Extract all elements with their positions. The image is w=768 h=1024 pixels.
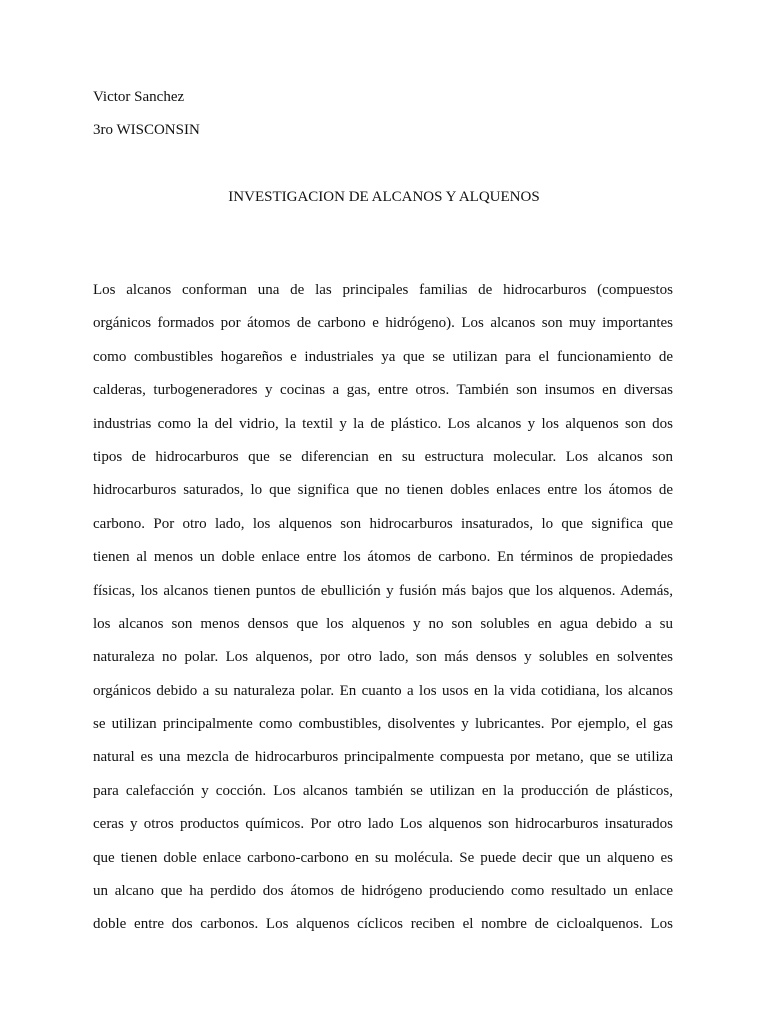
body-line: industrias como la del vidrio, la textil y la de plástico. Los alcanos y los alquenos son dos xyxy=(93,415,673,432)
body-paragraph xyxy=(93,274,673,942)
body-line: Los alcanos conforman una de las principales familias de hidrocarburos (compuestos xyxy=(93,282,673,298)
body-line: calderas, turbogeneradores y cocinas a gas, entre otros. También son insumos en diversas xyxy=(93,382,673,399)
body-line: hidrocarburos saturados, lo que significa que no tienen dobles enlaces entre los átomos de xyxy=(93,482,673,499)
body-line: orgánicos debido a su naturaleza polar. En cuanto a los usos en la vida cotidiana, los alcanos xyxy=(93,682,673,699)
document-title: INVESTIGACION DE ALCANOS Y ALQUENOS xyxy=(228,189,540,205)
body-line: se utilizan principalmente como combustibles, disolventes y lubricantes. Por ejemplo, el gas xyxy=(93,716,673,733)
body-line: como combustibles hogareños e industriales ya que se utilizan para el funcionamiento de xyxy=(93,348,673,365)
body-line: naturaleza no polar. Los alquenos, por otro lado, son más densos y solubles en solventes xyxy=(93,649,673,666)
body-line: doble entre dos carbonos. Los alquenos cíclicos reciben el nombre de cicloalquenos. Los xyxy=(93,916,673,933)
body-line: que tienen doble enlace carbono-carbono en su molécula. Se puede decir que un alqueno es xyxy=(93,849,673,866)
body-line: los alcanos son menos densos que los alquenos y no son solubles en agua debido a su xyxy=(93,615,673,632)
body-line: orgánicos formados por átomos de carbono e hidrógeno). Los alcanos son muy importantes xyxy=(93,315,673,332)
body-line: ceras y otros productos químicos. Por otro lado Los alquenos son hidrocarburos insaturados xyxy=(93,816,673,833)
author-name: Victor Sanchez xyxy=(93,89,185,105)
body-line: un alcano que ha perdido dos átomos de hidrógeno produciendo como resultado un enlace xyxy=(93,883,673,900)
body-line: físicas, los alcanos tienen puntos de ebullición y fusión más bajos que los alquenos. Además, xyxy=(93,582,673,599)
body-line: tienen al menos un doble enlace entre los átomos de carbono. En términos de propiedades xyxy=(93,549,673,566)
class-name: 3ro WISCONSIN xyxy=(93,122,200,138)
body-line: natural es una mezcla de hidrocarburos principalmente compuesta por metano, que se utiliza xyxy=(93,749,673,766)
body-line: carbono. Por otro lado, los alquenos son hidrocarburos insaturados, lo que significa que xyxy=(93,515,673,532)
body-line: para calefacción y cocción. Los alcanos también se utilizan en la producción de plásticos, xyxy=(93,782,673,799)
body-line: tipos de hidrocarburos que se diferencian en su estructura molecular. Los alcanos son xyxy=(93,448,673,465)
